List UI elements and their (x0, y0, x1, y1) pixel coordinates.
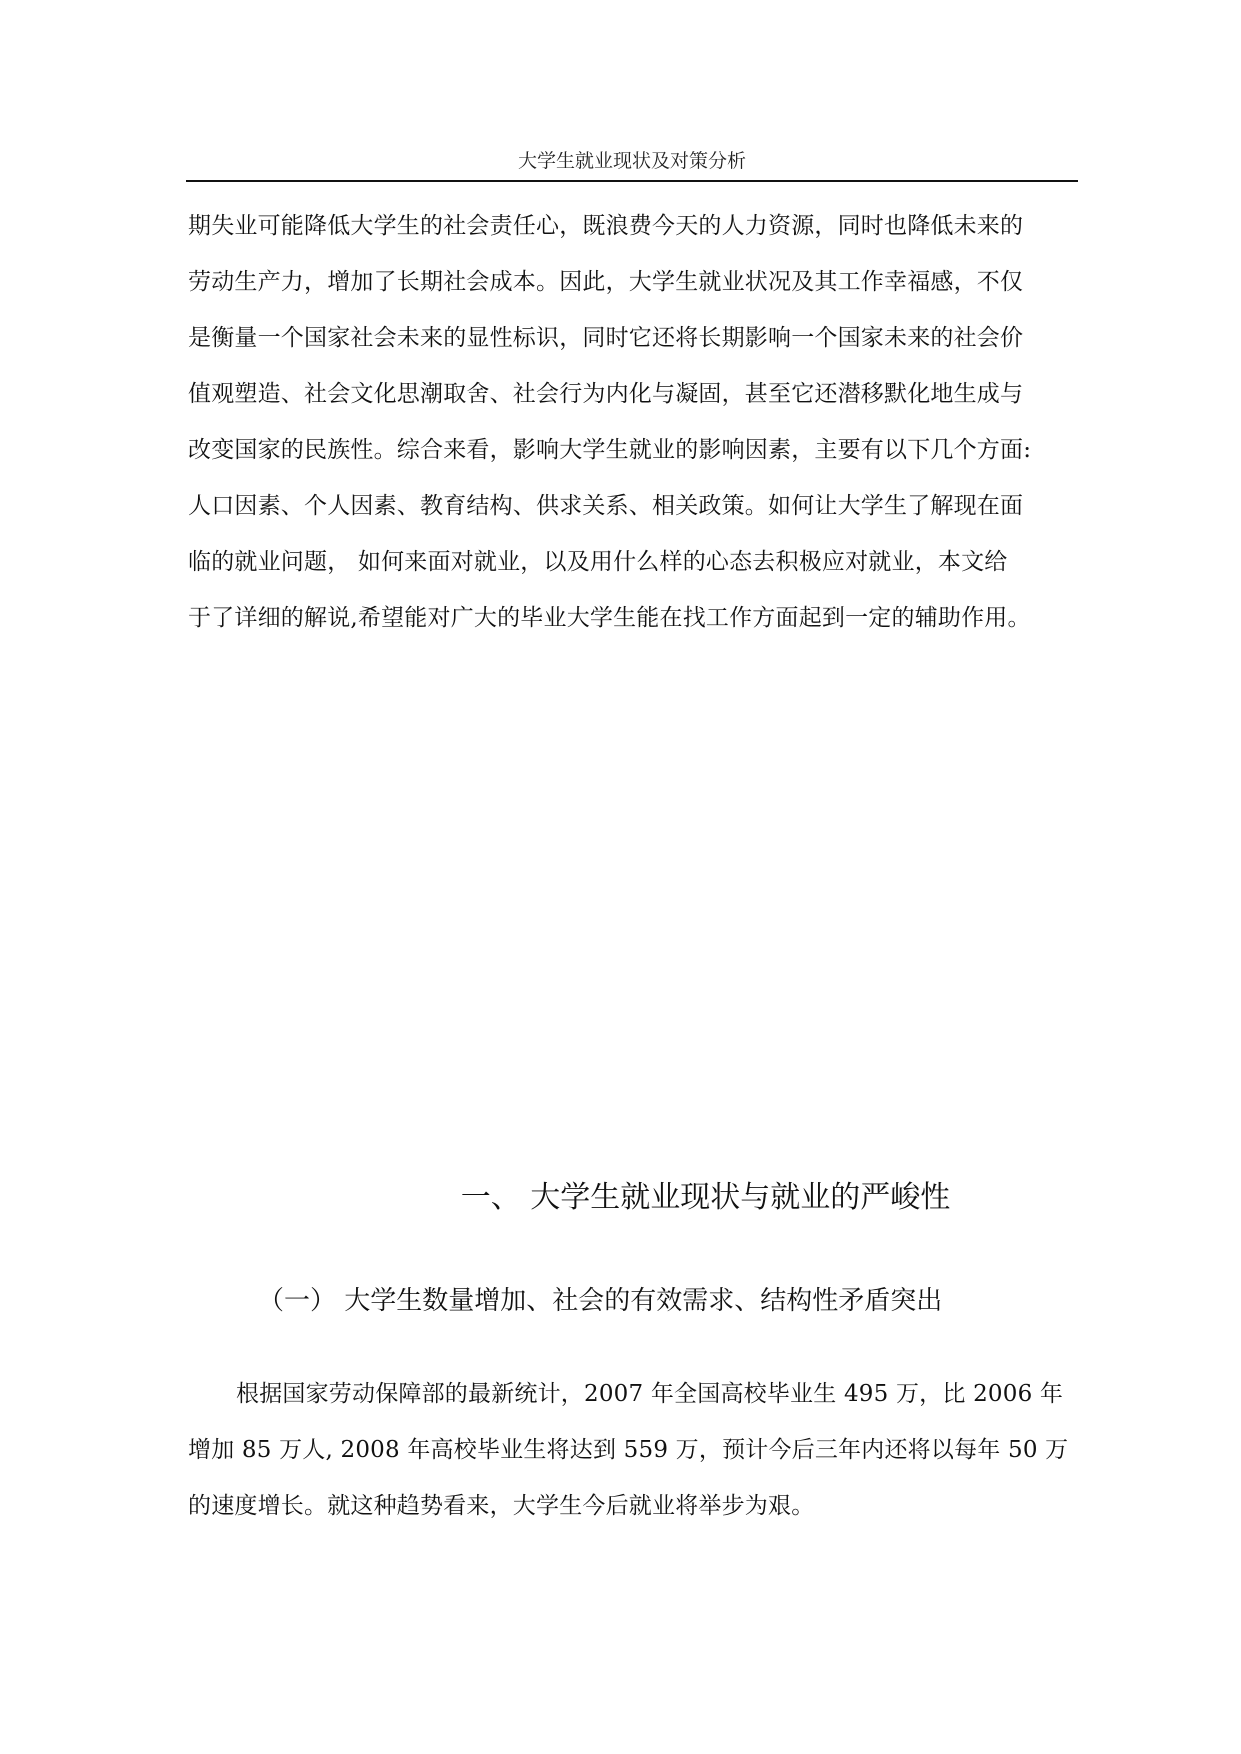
intro-line: 劳动生产力，增加了长期社会成本。因此，大学生就业状况及其工作幸福感，不仅 (188, 269, 1024, 295)
intro-line: 是衡量一个国家社会未来的显性标识，同时它还将长期影响一个国家未来的社会价 (188, 325, 1024, 351)
intro-line: 人口因素、个人因素、教育结构、供求关系、相关政策。如何让大学生了解现在面 (188, 493, 1024, 519)
intro-paragraph (188, 198, 1083, 646)
paragraph-line: 增加 85 万人, 2008 年高校毕业生将达到 559 万，预计今后三年内还将以每年 50 万 (188, 1437, 1069, 1463)
paragraph-line: 根据国家劳动保障部的最新统计，2007 年全国高校毕业生 495 万，比 2006 年 (236, 1381, 1064, 1407)
intro-line: 于了详细的解说,希望能对广大的毕业大学生能在找工作方面起到一定的辅助作用。 (188, 605, 1031, 631)
running-header (186, 146, 1078, 182)
running-header-title: 大学生就业现状及对策分析 (517, 150, 746, 172)
subsection-heading: （一） 大学生数量增加、社会的有效需求、结构性矛盾突出 (258, 1286, 943, 1316)
intro-line: 期失业可能降低大学生的社会责任心，既浪费今天的人力资源，同时也降低未来的 (188, 213, 1024, 239)
intro-line: 临的就业问题， 如何来面对就业，以及用什么样的心态去积极应对就业，本文给 (188, 549, 1008, 575)
section-heading: 一、 大学生就业现状与就业的严峻性 (460, 1180, 951, 1215)
paragraph-line: 的速度增长。就这种趋势看来，大学生今后就业将举步为艰。 (188, 1493, 815, 1519)
statistics-paragraph (188, 1366, 1083, 1534)
intro-line: 改变国家的民族性。综合来看，影响大学生就业的影响因素，主要有以下几个方面: (188, 437, 1032, 463)
intro-line: 值观塑造、社会文化思潮取舍、社会行为内化与凝固，甚至它还潜移默化地生成与 (188, 381, 1024, 407)
